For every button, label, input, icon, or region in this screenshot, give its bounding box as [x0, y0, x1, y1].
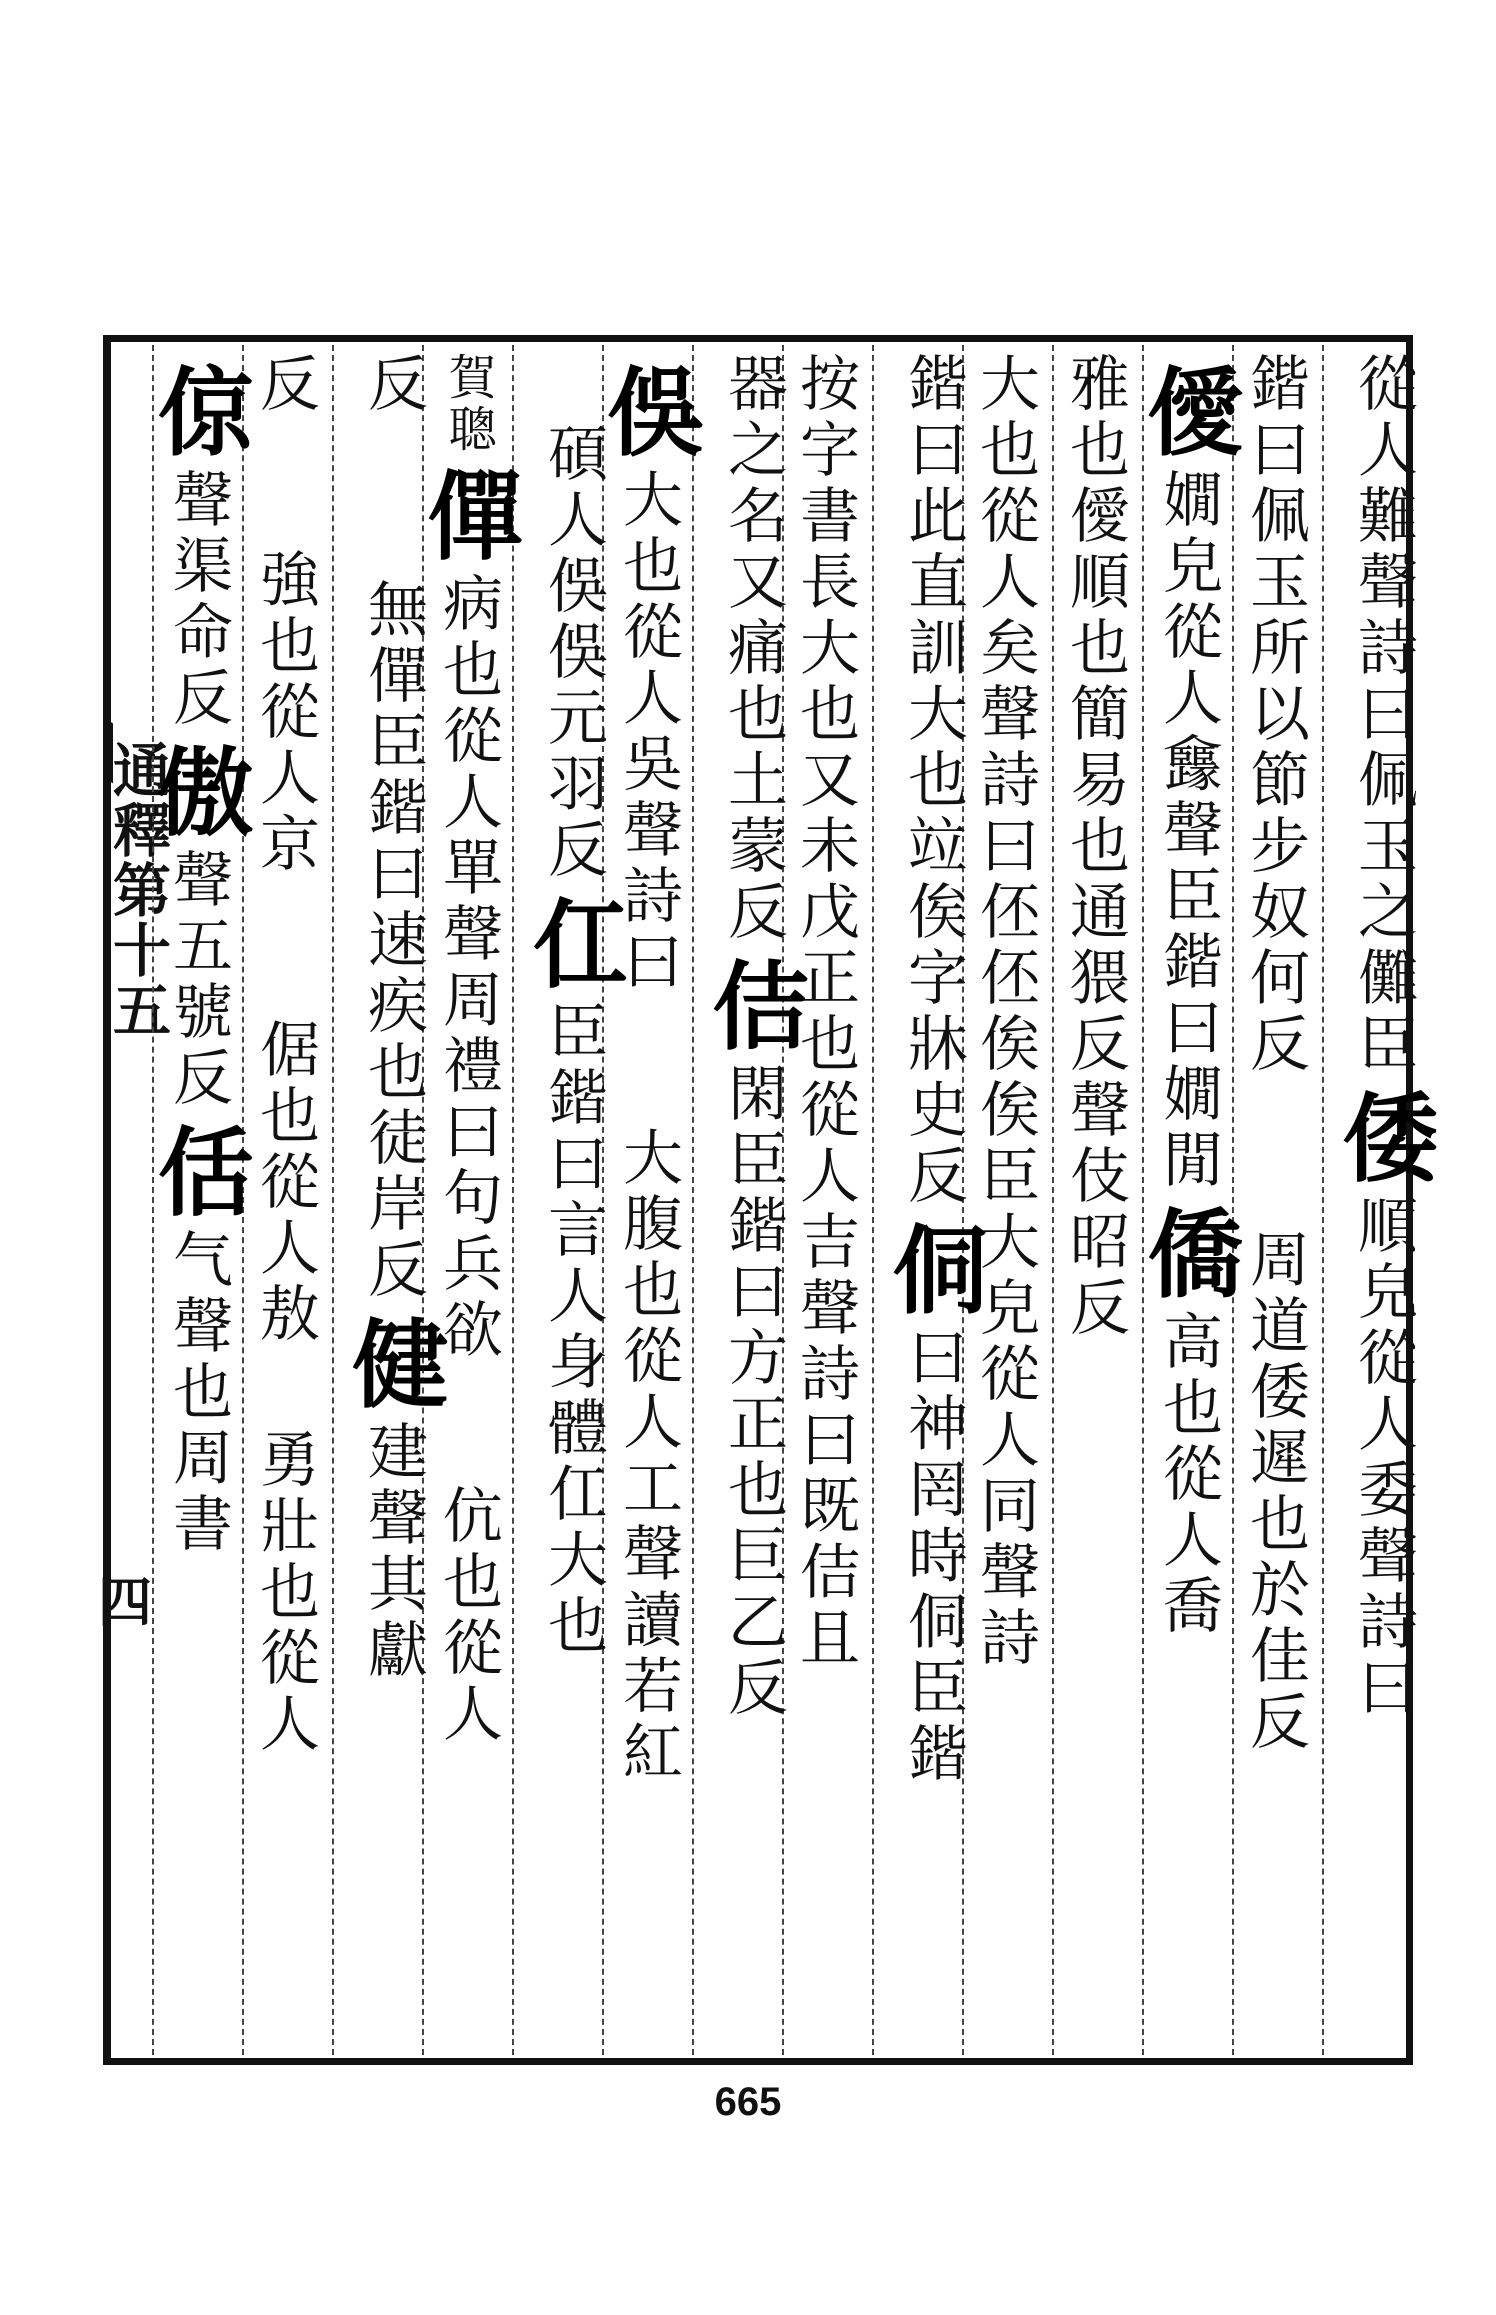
- column-text: 曰神罔時侗臣鍇: [898, 1326, 968, 1788]
- column-text: 病也從人單聲周禮曰句兵欲: [433, 572, 503, 1364]
- column-text: 嫺皃從人㒪聲臣鍇曰嫺閒: [1153, 468, 1223, 1194]
- seal-character: 倭: [1327, 1088, 1440, 1184]
- seal-character: 侗: [877, 1220, 990, 1316]
- seal-character: 健: [337, 1314, 450, 1410]
- text-column-4: [1060, 352, 1130, 1342]
- column-text: 反: [358, 352, 428, 418]
- page-number: 665: [714, 2080, 782, 2124]
- column-text: 勇壯也從人: [250, 1428, 320, 1758]
- column-text: 閑臣鍇曰方正也巨乙反: [718, 1062, 788, 1722]
- column-text: 從人難聲詩曰佩玉之儺臣: [1348, 352, 1418, 1078]
- text-column-12: [337, 352, 450, 1684]
- margin-label: 通釋第十五: [103, 740, 171, 1040]
- column-text: 反: [250, 352, 320, 418]
- column-rule: [332, 345, 334, 2055]
- seal-character: 僾: [1132, 362, 1245, 458]
- seal-character: 傲: [142, 742, 255, 838]
- column-rule: [872, 345, 874, 2055]
- column-text: 聲伎昭反: [1060, 1078, 1130, 1342]
- seal-character: 僤: [412, 466, 525, 562]
- column-text: 順皃從人委聲詩曰: [1348, 1194, 1418, 1722]
- text-column-1: [1327, 352, 1440, 1722]
- seal-character: 佸: [142, 1122, 255, 1218]
- text-column-6: [877, 352, 990, 1788]
- column-text: 倨也從人敖: [250, 1018, 320, 1348]
- text-column-3: [1132, 352, 1245, 1640]
- column-text: 按字書長大也又未戊: [790, 352, 860, 946]
- column-text: 強也從人京: [250, 548, 320, 878]
- column-text: 大腹也從人工聲讀若紅: [613, 1126, 683, 1786]
- column-text: 大也從人矣聲詩曰伾伾俟俟臣: [970, 352, 1040, 1210]
- text-column-10: [517, 352, 630, 1660]
- seal-character: 仜: [517, 894, 630, 990]
- text-column-2: [1240, 352, 1310, 1756]
- column-text: 器之名又痛也土蒙反: [718, 352, 788, 946]
- seal-character: 佶: [697, 956, 810, 1052]
- column-text: 鍇曰此直訓大也竝俟字牀史反: [898, 352, 968, 1210]
- seal-character: 倞: [142, 362, 255, 458]
- column-text: 臣鍇曰言人身體仜大也: [538, 1000, 608, 1660]
- column-text: 大也從人吳聲詩曰: [613, 468, 683, 996]
- seal-character: 僑: [1132, 1204, 1245, 1300]
- column-text: 聲渠命反: [163, 468, 233, 732]
- column-text: 建聲其獻: [358, 1420, 428, 1684]
- column-text: 碩人俁俁元羽反: [538, 422, 608, 884]
- column-text: 正也從人吉聲詩曰既佶且: [790, 946, 860, 1672]
- column-text: 無僤臣鍇曰速疾也徒岸反: [358, 578, 428, 1304]
- column-text: 聲五號反: [163, 848, 233, 1112]
- column-text: 高也從人喬: [1153, 1310, 1223, 1640]
- seal-character: 俁: [592, 362, 705, 458]
- column-text: 周道倭遲也於佳反: [1240, 1228, 1310, 1756]
- column-text: 伉也從人: [433, 1484, 503, 1748]
- column-text: 雅也僾順也簡易也通猥反: [1060, 352, 1130, 1078]
- column-text: 气聲也周書: [163, 1228, 233, 1558]
- column-rule: [1322, 345, 1324, 2055]
- text-column-5: [970, 352, 1040, 1672]
- column-text: 鍇曰佩玉所以節步奴何反: [1240, 352, 1310, 1078]
- column-text: 大皃從人同聲詩: [970, 1210, 1040, 1672]
- column-rule: [1052, 345, 1054, 2055]
- text-column-14: [142, 352, 255, 1558]
- text-column-8: [697, 352, 810, 1722]
- margin-number: 四: [98, 1570, 152, 1634]
- text-column-13: [250, 352, 320, 1758]
- column-text: 賀聰: [440, 352, 496, 456]
